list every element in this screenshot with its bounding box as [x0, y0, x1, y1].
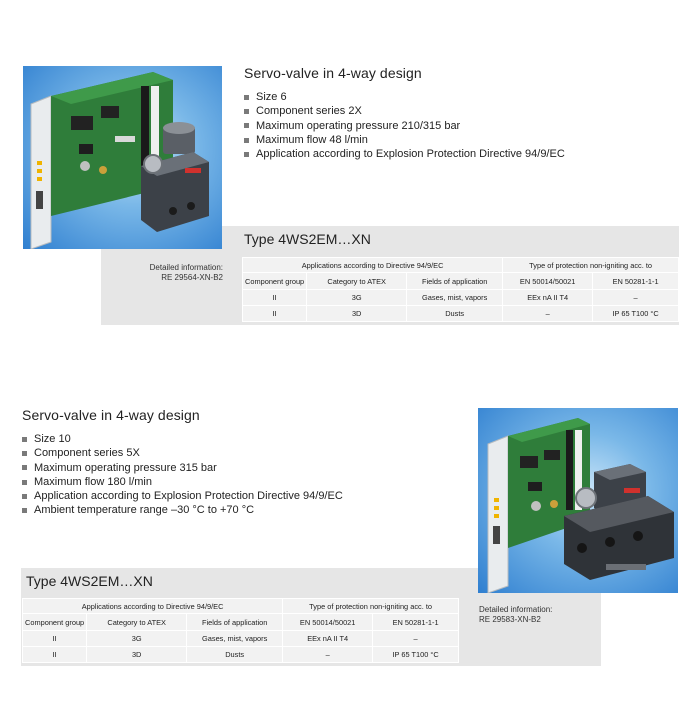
- bullet-square-icon: [22, 508, 27, 513]
- table-cell: EEx nA II T4: [503, 290, 593, 306]
- spec-item: Maximum operating pressure 315 bar: [22, 461, 343, 475]
- spec-item: Maximum flow 180 l/min: [22, 475, 343, 489]
- table-cell: II: [243, 306, 307, 322]
- bullet-square-icon: [22, 480, 27, 485]
- bullet-square-icon: [22, 465, 27, 470]
- table-cell: IP 65 T100 °C: [593, 306, 679, 322]
- product-2-spec-list: [22, 432, 343, 518]
- table-cell: 3G: [87, 631, 187, 647]
- product-1-detail-info: [147, 263, 223, 283]
- table-cell: 3D: [87, 647, 187, 663]
- servo-valve-card-image: [23, 66, 222, 249]
- table-row: [23, 631, 459, 647]
- spec-item: Maximum operating pressure 210/315 bar: [244, 119, 565, 133]
- product-2-spec-block: [22, 407, 343, 518]
- table-column-header-row: [243, 273, 679, 290]
- table-row: [23, 647, 459, 663]
- detail-info-label: Detailed information:: [149, 263, 223, 272]
- col-header-fields: Fields of application: [187, 614, 283, 631]
- table-cell: IP 65 T100 °C: [373, 647, 459, 663]
- spec-item: Component series 5X: [22, 446, 343, 460]
- table-cell: II: [243, 290, 307, 306]
- table-cell: EEx nA II T4: [283, 631, 373, 647]
- col-header-category: Category to ATEX: [87, 614, 187, 631]
- bullet-square-icon: [244, 109, 249, 114]
- table-group-header-row: [243, 258, 679, 273]
- table-cell: 3D: [307, 306, 407, 322]
- spec-item: Size 10: [22, 432, 343, 446]
- product-1-atex-table: [242, 257, 679, 322]
- product-2-photo: [478, 408, 678, 593]
- table-row: [243, 290, 679, 306]
- product-1-photo: [23, 66, 222, 249]
- group-header-applications: Applications according to Directive 94/9/EC: [23, 599, 283, 614]
- spec-item: Application according to Explosion Protection Directive 94/9/EC: [244, 147, 565, 161]
- group-header-applications: Applications according to Directive 94/9/EC: [243, 258, 503, 273]
- col-header-category: Category to ATEX: [307, 273, 407, 290]
- bullet-square-icon: [22, 437, 27, 442]
- table-cell: Dusts: [187, 647, 283, 663]
- bullet-square-icon: [22, 451, 27, 456]
- product-2-atex-table: [22, 598, 459, 663]
- table-cell: Gases, mist, vapors: [187, 631, 283, 647]
- product-1-type-title: Type 4WS2EM…XN: [244, 231, 371, 247]
- col-header-en50014: EN 50014/50021: [283, 614, 373, 631]
- product-2-type-title: Type 4WS2EM…XN: [26, 573, 153, 589]
- col-header-component-group: Component group: [23, 614, 87, 631]
- product-1-spec-list: [244, 90, 565, 161]
- bullet-square-icon: [244, 152, 249, 157]
- spec-item: Ambient temperature range –30 °C to +70 °C: [22, 503, 343, 517]
- spec-item: Size 6: [244, 90, 565, 104]
- group-header-protection: Type of protection non-igniting acc. to: [283, 599, 459, 614]
- bullet-square-icon: [244, 123, 249, 128]
- table-group-header-row: [23, 599, 459, 614]
- detail-info-label: Detailed information:: [479, 605, 553, 614]
- table-cell: –: [373, 631, 459, 647]
- table-row: [243, 306, 679, 322]
- bullet-square-icon: [244, 138, 249, 143]
- servo-valve-card-image: [478, 408, 678, 593]
- col-header-en50014: EN 50014/50021: [503, 273, 593, 290]
- spec-item: Application according to Explosion Protection Directive 94/9/EC: [22, 489, 343, 503]
- table-cell: Gases, mist, vapors: [407, 290, 503, 306]
- spec-item: Component series 2X: [244, 104, 565, 118]
- detail-info-ref: RE 29583-XN-B2: [479, 615, 541, 624]
- table-cell: 3G: [307, 290, 407, 306]
- table-cell: –: [283, 647, 373, 663]
- table-cell: II: [23, 631, 87, 647]
- col-header-en50281: EN 50281-1-1: [373, 614, 459, 631]
- table-cell: Dusts: [407, 306, 503, 322]
- product-2-detail-info: [479, 605, 552, 625]
- product-2-title: Servo-valve in 4-way design: [22, 407, 200, 423]
- col-header-en50281: EN 50281-1-1: [593, 273, 679, 290]
- col-header-component-group: Component group: [243, 273, 307, 290]
- bullet-square-icon: [22, 494, 27, 499]
- table-cell: –: [593, 290, 679, 306]
- col-header-fields: Fields of application: [407, 273, 503, 290]
- table-cell: II: [23, 647, 87, 663]
- detail-info-ref: RE 29564-XN-B2: [161, 273, 223, 282]
- spec-item: Maximum flow 48 l/min: [244, 133, 565, 147]
- bullet-square-icon: [244, 95, 249, 100]
- group-header-protection: Type of protection non-igniting acc. to: [503, 258, 679, 273]
- product-1-title: Servo-valve in 4-way design: [244, 65, 422, 81]
- product-1-spec-block: [244, 65, 565, 161]
- table-cell: –: [503, 306, 593, 322]
- table-column-header-row: [23, 614, 459, 631]
